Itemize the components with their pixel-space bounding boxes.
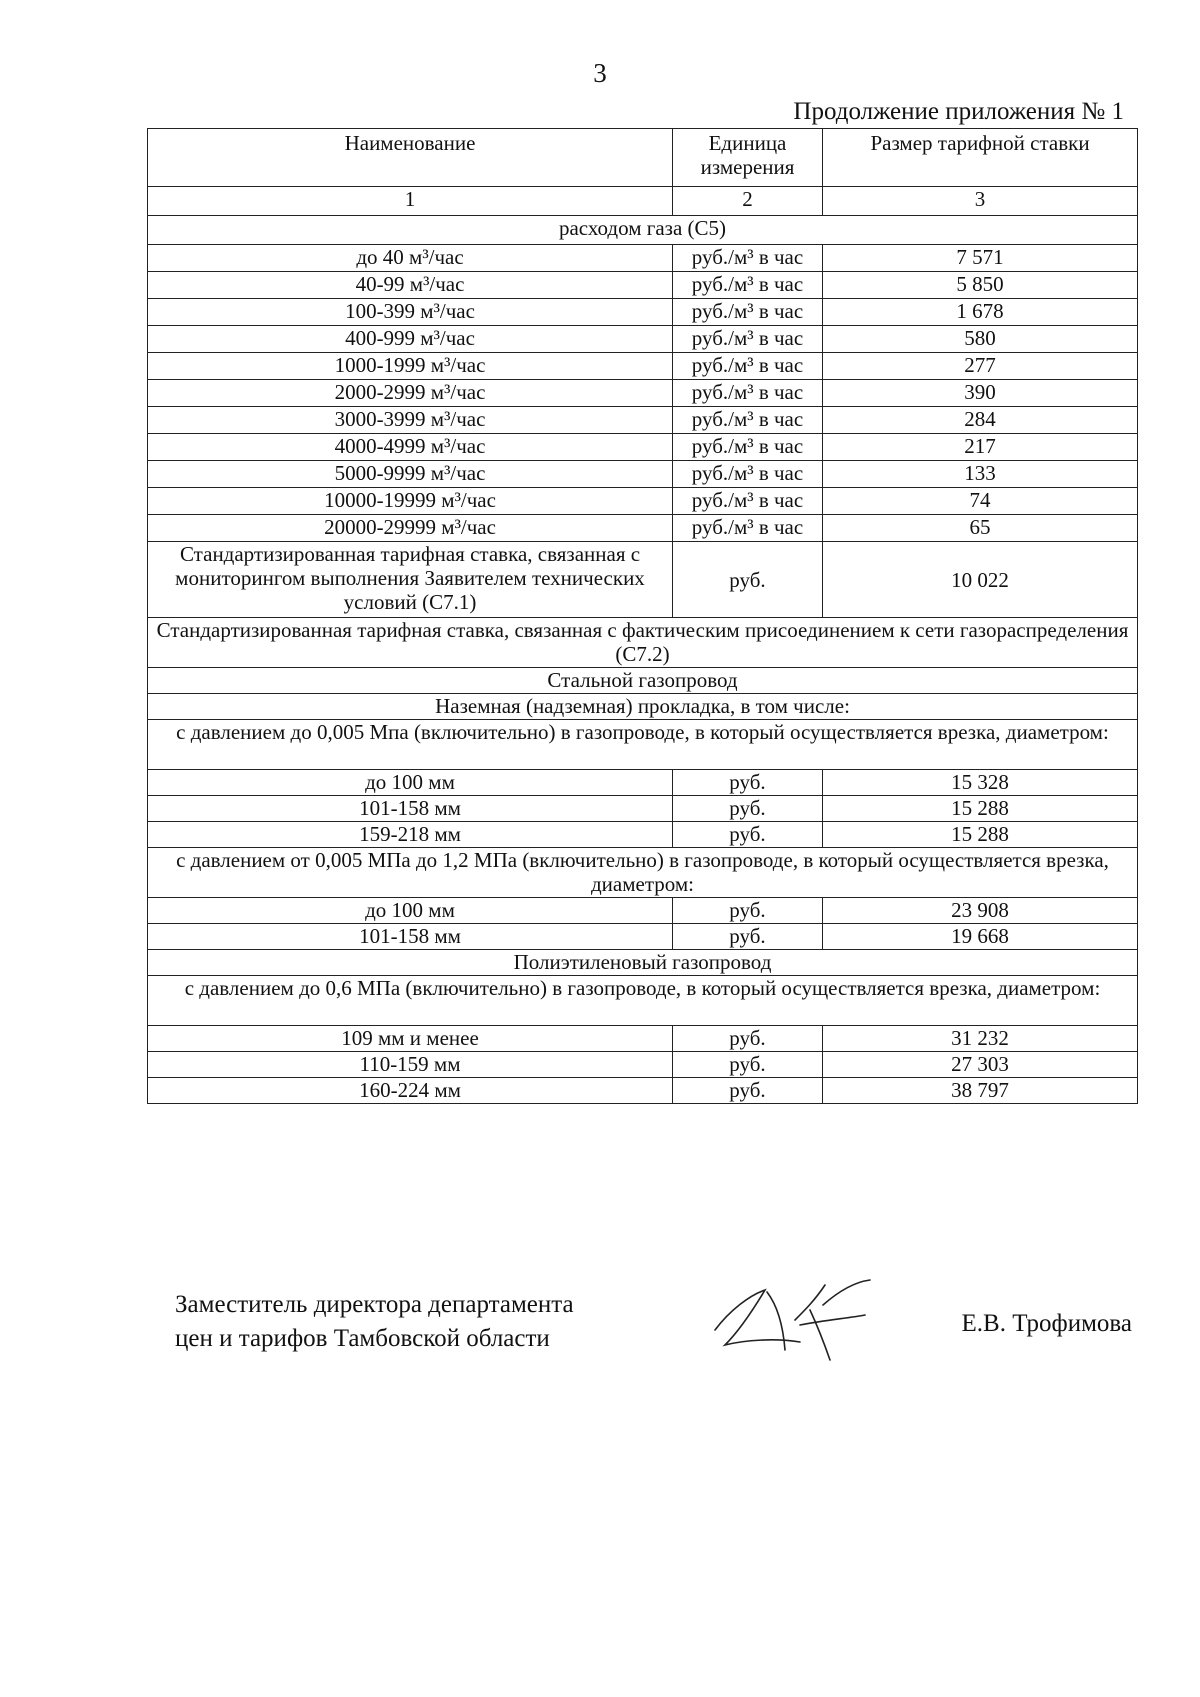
page-number: 3	[593, 58, 607, 88]
pe-header: Полиэтиленовый газопровод	[148, 950, 1138, 976]
row-value: 133	[823, 461, 1138, 488]
table-row	[148, 515, 1138, 542]
row-unit: руб.	[673, 542, 823, 618]
row-value: 65	[823, 515, 1138, 542]
row-name: до 40 м³/час	[148, 245, 673, 272]
header-unit: Единица измерения	[673, 129, 823, 187]
row-name: до 100 мм	[148, 770, 673, 796]
row-unit: руб.	[673, 924, 823, 950]
row-value: 5 850	[823, 272, 1138, 299]
row-value: 74	[823, 488, 1138, 515]
row-unit: руб./м³ в час	[673, 272, 823, 299]
row-unit: руб./м³ в час	[673, 245, 823, 272]
table-row	[148, 898, 1138, 924]
table-row	[148, 770, 1138, 796]
header-row	[148, 129, 1138, 187]
row-name: Стандартизированная тарифная ставка, связанная с мониторингом выполнения Заявителем технических условий (C7.1)	[148, 542, 673, 618]
section-header-row	[148, 976, 1138, 1026]
tariff-table	[147, 128, 1138, 1104]
row-value: 15 288	[823, 796, 1138, 822]
row-value: 10 022	[823, 542, 1138, 618]
row-value: 19 668	[823, 924, 1138, 950]
table-row	[148, 822, 1138, 848]
section-header-row	[148, 694, 1138, 720]
row-unit: руб./м³ в час	[673, 515, 823, 542]
table-row	[148, 326, 1138, 353]
signer-name: Е.В. Трофимова	[961, 1310, 1132, 1337]
row-name: до 100 мм	[148, 898, 673, 924]
row-value: 23 908	[823, 898, 1138, 924]
row-name: 100-399 м³/час	[148, 299, 673, 326]
row-value: 217	[823, 434, 1138, 461]
header-name: Наименование	[148, 129, 673, 187]
row-value: 580	[823, 326, 1138, 353]
row-name: 4000-4999 м³/час	[148, 434, 673, 461]
row-unit: руб./м³ в час	[673, 434, 823, 461]
row-value: 1 678	[823, 299, 1138, 326]
row-value: 38 797	[823, 1078, 1138, 1104]
row-name: 101-158 мм	[148, 796, 673, 822]
table-row	[148, 924, 1138, 950]
pe-pressure-header: с давлением до 0,6 МПа (включительно) в газопроводе, в который осуществляется врезка, диаметром:	[148, 976, 1138, 1026]
row-unit: руб./м³ в час	[673, 461, 823, 488]
row-name: 3000-3999 м³/час	[148, 407, 673, 434]
row-value: 15 328	[823, 770, 1138, 796]
row-name: 159-218 мм	[148, 822, 673, 848]
row-unit: руб.	[673, 796, 823, 822]
row-name: 1000-1999 м³/час	[148, 353, 673, 380]
table-row	[148, 434, 1138, 461]
section-header-row	[148, 668, 1138, 694]
signature-position	[175, 1288, 574, 1356]
section-header-row	[148, 950, 1138, 976]
section-c5-header: расходом газа (C5)	[148, 216, 1138, 245]
table-row	[148, 245, 1138, 272]
section-c72-header: Стандартизированная тарифная ставка, связанная с фактическим присоединением к сети газораспределения (C7.2)	[148, 618, 1138, 668]
row-unit: руб.	[673, 770, 823, 796]
row-unit: руб.	[673, 1026, 823, 1052]
row-unit: руб.	[673, 822, 823, 848]
table-row	[148, 542, 1138, 618]
table-row	[148, 488, 1138, 515]
column-number: 3	[823, 187, 1138, 216]
table-row	[148, 407, 1138, 434]
row-unit: руб.	[673, 1052, 823, 1078]
column-number: 1	[148, 187, 673, 216]
row-name: 110-159 мм	[148, 1052, 673, 1078]
row-unit: руб./м³ в час	[673, 380, 823, 407]
row-value: 390	[823, 380, 1138, 407]
row-value: 277	[823, 353, 1138, 380]
position-line: Заместитель директора департамента	[175, 1291, 574, 1318]
section-header-row	[148, 216, 1138, 245]
column-number: 2	[673, 187, 823, 216]
row-unit: руб./м³ в час	[673, 326, 823, 353]
row-name: 400-999 м³/час	[148, 326, 673, 353]
pressure2-header: с давлением от 0,005 МПа до 1,2 МПа (включительно) в газопроводе, в который осуществляется врезка, диаметром:	[148, 848, 1138, 898]
table-row	[148, 1078, 1138, 1104]
table-row	[148, 380, 1138, 407]
row-value: 7 571	[823, 245, 1138, 272]
row-name: 5000-9999 м³/час	[148, 461, 673, 488]
row-value: 31 232	[823, 1026, 1138, 1052]
column-numbers-row	[148, 187, 1138, 216]
continuation-label: Продолжение приложения № 1	[793, 98, 1124, 125]
row-name: 20000-29999 м³/час	[148, 515, 673, 542]
overground-header: Наземная (надземная) прокладка, в том числе:	[148, 694, 1138, 720]
section-header-row	[148, 618, 1138, 668]
row-value: 27 303	[823, 1052, 1138, 1078]
row-value: 15 288	[823, 822, 1138, 848]
row-unit: руб./м³ в час	[673, 353, 823, 380]
row-value: 284	[823, 407, 1138, 434]
section-header-row	[148, 848, 1138, 898]
position-line: цен и тарифов Тамбовской области	[175, 1325, 550, 1352]
section-header-row	[148, 720, 1138, 770]
row-name: 10000-19999 м³/час	[148, 488, 673, 515]
row-name: 160-224 мм	[148, 1078, 673, 1104]
table-row	[148, 353, 1138, 380]
header-rate: Размер тарифной ставки	[823, 129, 1138, 187]
table-row	[148, 272, 1138, 299]
steel-header: Стальной газопровод	[148, 668, 1138, 694]
handwritten-signature	[705, 1270, 880, 1365]
table-row	[148, 461, 1138, 488]
row-name: 109 мм и менее	[148, 1026, 673, 1052]
row-unit: руб.	[673, 1078, 823, 1104]
pressure1-header: с давлением до 0,005 Мпа (включительно) в газопроводе, в который осуществляется врезка, диаметром:	[148, 720, 1138, 770]
table-row	[148, 299, 1138, 326]
table-row	[148, 1052, 1138, 1078]
table-row	[148, 796, 1138, 822]
table-row	[148, 1026, 1138, 1052]
row-name: 101-158 мм	[148, 924, 673, 950]
row-unit: руб./м³ в час	[673, 407, 823, 434]
row-unit: руб./м³ в час	[673, 299, 823, 326]
row-name: 40-99 м³/час	[148, 272, 673, 299]
row-unit: руб.	[673, 898, 823, 924]
row-unit: руб./м³ в час	[673, 488, 823, 515]
row-name: 2000-2999 м³/час	[148, 380, 673, 407]
